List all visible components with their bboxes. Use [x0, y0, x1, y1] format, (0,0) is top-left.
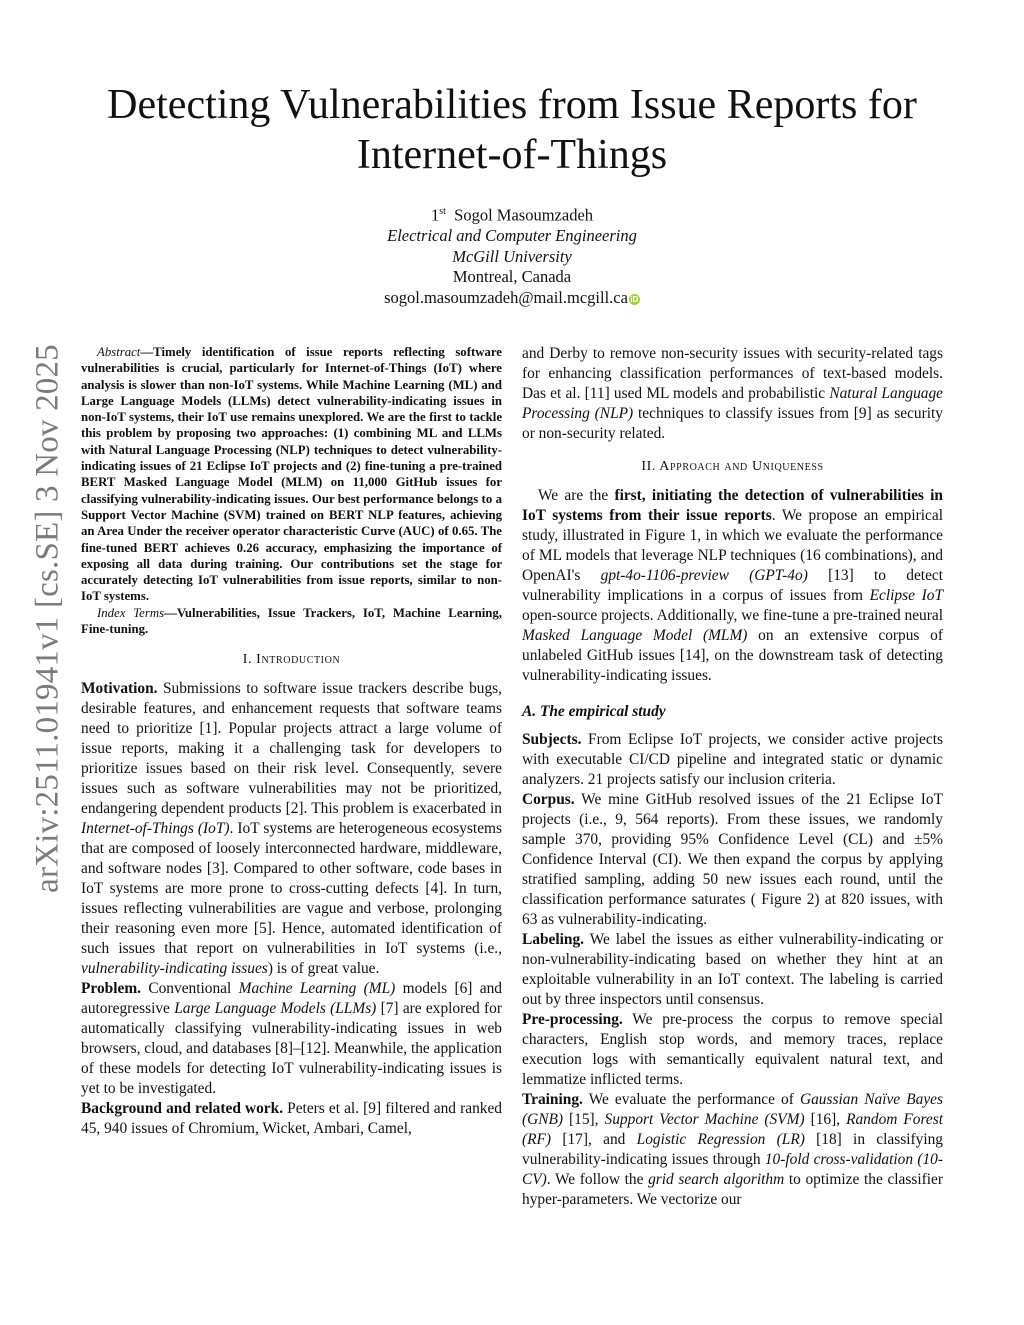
labeling-label: Labeling.	[522, 931, 585, 948]
motivation-text-c: ) is of great value.	[267, 960, 380, 978]
s2-text-c: [13] to detect vulnerability implications in a corpus of issues from	[522, 567, 944, 604]
motivation-paragraph	[81, 679, 502, 979]
subjects-paragraph	[522, 730, 943, 790]
corpus-text: We mine GitHub resolved issues of the 21 Eclipse IoT projects (i.e., 9, 564 reports). From these issues, we randomly sample 370, providing 95% Confidence Level (CL) and ±5% Confidence Interval (CI). We then expand the corpus by applying stratified sampling, adding 50 new issues each round, until the classification performance saturates ( Figure 2) at 820 issues, with 63 as vulnerability-indicating.	[522, 791, 943, 928]
cont-nlp: Natural Language Processing (NLP)	[522, 385, 943, 422]
training-text-d: [17], and	[551, 1131, 637, 1148]
training-lr: Logistic Regression (LR)	[636, 1131, 805, 1148]
corpus-label: Corpus.	[522, 791, 575, 808]
author-email-line	[0, 288, 1024, 309]
author-location: Montreal, Canada	[452, 267, 572, 286]
author-name: Sogol Masoumzadeh	[454, 205, 594, 225]
s2-text-a: We are the	[538, 487, 615, 504]
author-ordinal: 1	[430, 205, 440, 225]
preprocessing-label: Pre-processing.	[522, 1011, 623, 1028]
training-label: Training.	[522, 1091, 583, 1108]
motivation-text-b: . IoT systems are heterogeneous ecosystems that are composed of loosely interconnected hardware, middleware, and software nodes [3]. Compared to other software, code bases in IoT systems are more prone to cross-cutting defects [4]. In turn, issues reflecting vulnerabilities are vague and verbose, prolonging their reasoning even more [5]. Hence, automated identification of such issues that report on vulnerabilities in IoT systems (i.e.,	[81, 820, 502, 958]
problem-ml: Machine Learning (ML)	[238, 980, 396, 998]
labeling-text: We label the issues as either vulnerability-indicating or non-vulnerability-indicating based on whether they hint at an exploitable vulnerability in an IoT context. The labeling is carried out by three inspectors until consensus.	[522, 931, 943, 1008]
abstract-text: —Timely identification of issue reports reflecting software vulnerabilities is crucial, particularly for Internet-of-Things (IoT) where analysis is slower than non-IoT systems. While Machine Learning (ML) and Large Language Models (LLMs) detect vulnerability-indicating issues in non-IoT systems, their IoT use remains unexplored. We are the first to tackle this problem by proposing two approaches: (1) combining ML and LLMs with Natural Language Processing (NLP) techniques to detect vulnerability-indicating issues of 21 Eclipse IoT projects and (2) fine-tuning a pre-trained BERT Masked Language Model (MLM) on 11,000 GitHub issues for classifying vulnerability-indicating issues. Our best performance belongs to a Support Vector Machine (SVM) trained on BERT NLP features, achieving an Area Under the receiver operator characteristic Curve (AUC) of 0.65. The fine-tuned BERT achieves 0.26 accuracy, emphasizing the importance of exposing all data during training. Our contributions set the stage for accurately detecting IoT vulnerabilities from issue reports, similar to non-IoT systems.	[81, 345, 502, 604]
training-text-c: [16],	[804, 1111, 847, 1128]
motivation-text-a: Submissions to software issue trackers describe bugs, desirable features, and enhancement requests that software teams need to prioritize [1]. Popular projects attract a large volume of issue reports, making it a challenging task for developers to prioritize issues based on their risk level. Consequently, severe issues such as software vulnerabilities may not be prioritized, endangering dependent products [2]. This problem is exacerbated in	[81, 680, 502, 818]
labeling-paragraph	[522, 930, 943, 1010]
cont-text-a: and Derby to remove non-security issues with security-related tags for enhancing classification performances of text-based models. Das et al. [11] used ML models and probabilistic	[522, 345, 943, 402]
background-text: Peters et al. [9] filtered and ranked 45, 940 issues of Chromium, Wicket, Ambari, Camel,	[81, 1100, 502, 1138]
index-terms-label: Index Terms	[97, 605, 165, 620]
s2-mlm: Masked Language Model (MLM)	[522, 627, 748, 644]
motivation-label: Motivation.	[81, 680, 158, 698]
author-email[interactable]: sogol.masoumzadeh@mail.mcgill.ca	[384, 287, 628, 307]
training-text-f: . We follow the	[546, 1171, 649, 1188]
subjects-label: Subjects.	[522, 731, 582, 748]
approach-paragraph	[522, 486, 943, 686]
s2-text-b: . We propose an empirical study, illustrated in Figure 1, in which we evaluate the performance of ML models that leverage NLP techniques (16 combinations), and OpenAI's	[522, 507, 943, 584]
author-block	[0, 202, 1024, 308]
paper-title: Detecting Vulnerabilities from Issue Reports for Internet-of-Things	[107, 82, 917, 178]
index-terms	[81, 605, 502, 638]
problem-paragraph	[81, 979, 502, 1099]
training-grid: grid search algorithm	[648, 1171, 785, 1188]
problem-text-c: [7] are explored for automatically classifying vulnerability-indicating issues in web browsers, cloud, and databases [8]–[12]. Meanwhile, the application of these models for detecting IoT vulnerability-indicating issues is yet to be investigated.	[81, 1000, 502, 1098]
right-column	[522, 344, 943, 1210]
subjects-text: From Eclipse IoT projects, we consider active projects with executable CI/CD pipeline and integrated static or dynamic analyzers. 21 projects satisfy our inclusion criteria.	[522, 731, 943, 788]
author-university: McGill University	[452, 246, 572, 266]
training-text-b: [15],	[563, 1111, 605, 1128]
s2-bold: first, initiating the detection of vulnerabilities in IoT systems from their issue reports	[522, 487, 943, 524]
problem-llm: Large Language Models (LLMs)	[174, 1000, 377, 1018]
cont-text-b: techniques to classify issues from [9] as security or non-security related.	[522, 405, 943, 442]
training-paragraph	[522, 1090, 943, 1210]
author-name-line	[0, 202, 1024, 226]
training-rf: Random Forest (RF)	[522, 1111, 943, 1148]
section-heading-approach: II. Approach and Uniqueness	[641, 459, 824, 474]
related-work-continuation	[522, 344, 943, 444]
author-department: Electrical and Computer Engineering	[387, 226, 637, 245]
motivation-vii: vulnerability-indicating issues	[81, 960, 268, 978]
subsection-heading-empirical-study: A. The empirical study	[522, 703, 666, 720]
abstract-label: Abstract	[97, 345, 141, 359]
training-text-g: to optimize the classifier hyper-parameters. We vectorize our	[522, 1171, 943, 1208]
section-heading-introduction: I. Introduction	[242, 652, 341, 668]
problem-text-b: models [6] and autoregressive	[81, 980, 502, 1018]
preprocessing-paragraph	[522, 1010, 943, 1090]
arxiv-identifier: arXiv:2511.01941v1 [cs.SE] 3 Nov 2025	[29, 344, 66, 893]
index-terms-text: —Vulnerabilities, Issue Trackers, IoT, Machine Learning, Fine-tuning.	[81, 605, 502, 637]
abstract	[81, 344, 502, 605]
background-label: Background and related work.	[81, 1100, 284, 1118]
training-cv: 10-fold cross-validation (10-CV)	[522, 1151, 943, 1188]
preprocessing-text: We pre-process the corpus to remove special characters, English stop words, and memory traces, replace execution logs with semantically equivalent natural text, and lemmatize inflicted terms.	[522, 1011, 943, 1088]
corpus-paragraph	[522, 790, 943, 930]
problem-text-a: Conventional	[140, 980, 239, 998]
background-paragraph	[81, 1099, 502, 1139]
author-ordinal-sup: st	[439, 206, 446, 217]
s2-text-d: open-source projects. Additionally, we fine-tune a pre-trained neural	[522, 607, 943, 624]
s2-gpt: gpt-4o-1106-preview (GPT-4o)	[600, 567, 808, 584]
training-text-e: [18] in classifying vulnerability-indicating issues through	[522, 1131, 943, 1168]
s2-eclipse: Eclipse IoT	[869, 587, 943, 604]
left-column	[81, 344, 502, 1139]
training-gnb: Gaussian Naïve Bayes (GNB)	[522, 1091, 943, 1128]
problem-label: Problem.	[81, 980, 141, 998]
training-text-a: We evaluate the performance of	[582, 1091, 800, 1108]
motivation-iot: Internet-of-Things (IoT)	[81, 820, 230, 838]
orcid-icon[interactable]: iD	[630, 294, 639, 304]
s2-text-e: on an extensive corpus of unlabeled GitHub issues [14], on the downstream task of detecting vulnerability-indicating issues.	[522, 627, 943, 684]
training-svm: Support Vector Machine (SVM)	[604, 1111, 805, 1128]
